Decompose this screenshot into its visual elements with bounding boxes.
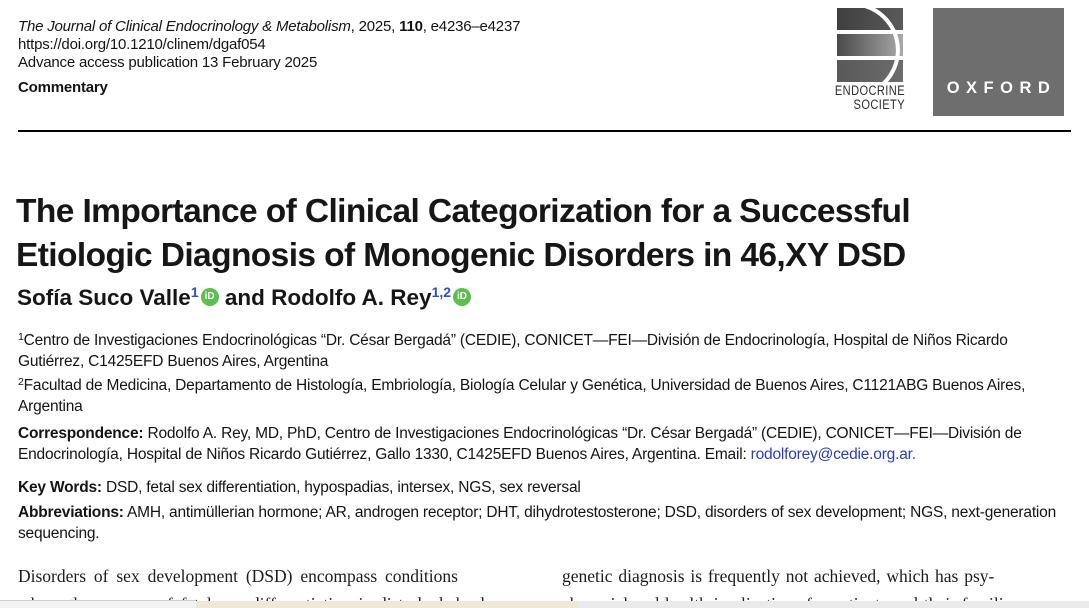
affiliation-2-marker: 2: [18, 376, 24, 388]
citation-meta-pre: , 2025,: [350, 18, 400, 35]
author-name-2: Rodolfo A. Rey: [271, 285, 432, 310]
bottom-strip-left: [0, 600, 196, 608]
journal-name: The Journal of Clinical Endocrinology & Metabolism: [18, 18, 351, 35]
endocrine-society-logo: [812, 8, 905, 111]
endocrine-society-wordmark: [829, 84, 905, 111]
article-title: [16, 190, 1076, 278]
abbreviations-text: AMH, antimüllerian hormone; AR, androgen receptor; DHT, dihydrotestosterone; DSD, disorders of sex development; NGS, next-generation sequencing.: [18, 504, 1057, 542]
author-2-affiliation-sup: 1,2: [431, 284, 452, 300]
author-name-1: Sofía Suco Valle: [17, 285, 191, 310]
affiliations-block: [18, 327, 1072, 417]
doi-link[interactable]: https://doi.org/10.1210/clinem/dgaf054: [18, 36, 266, 53]
keywords-label: Key Words:: [18, 479, 102, 496]
advance-access-line: Advance access publication 13 February 2025: [18, 54, 318, 71]
correspondence-email-link[interactable]: rodolforey@cedie.org.ar.: [750, 446, 916, 463]
oxford-wordmark: OXFORD: [946, 78, 1057, 97]
affiliation-1-text: Centro de Investigaciones Endocrinológicas “Dr. César Bergadá” (CEDIE), CONICET—FEI—División de Endocrinología, Hospital de Niños Ricardo Gutiérrez, C1425EFD Buenos Aires, Argentina: [18, 332, 1008, 370]
volume-number: 110: [399, 18, 423, 35]
orcid-icon[interactable]: iD: [201, 288, 219, 306]
article-title-line1: The Importance of Clinical Categorization for a Successful: [16, 193, 911, 230]
page-range: , e4236–e4237: [422, 18, 521, 35]
body-left-line1: Disorders of sex development (DSD) encompass conditions: [18, 566, 458, 586]
abbreviations-block: [18, 502, 1072, 544]
article-title-line2: Etiologic Diagnosis of Monogenic Disorders in 46,XY DSD: [16, 237, 906, 274]
header-citation-block: [18, 18, 808, 97]
author-byline: [17, 284, 1072, 311]
keywords-text: DSD, fetal sex differentiation, hypospadias, intersex, NGS, sex reversal: [101, 479, 581, 496]
affiliation-2-text: Facultad de Medicina, Departamento de Histología, Embriología, Biología Celular y Genética, Universidad de Buenos Aires, C1121ABG Buenos Aires, Argentina: [18, 377, 1026, 415]
orcid-icon[interactable]: iD: [453, 288, 471, 306]
abbreviations-label: Abbreviations:: [18, 504, 124, 521]
article-type-label: Commentary: [18, 79, 108, 96]
bottom-strip-center: [196, 601, 578, 608]
correspondence-label: Correspondence:: [18, 425, 144, 442]
endocrine-word: ENDOCRINE: [834, 83, 905, 98]
journal-citation-line: [18, 18, 808, 36]
keywords-block: [18, 477, 1072, 498]
society-word: SOCIETY: [853, 96, 905, 112]
body-right-line1: genetic diagnosis is frequently not achieved, which has psy-: [562, 566, 995, 586]
correspondence-block: [18, 423, 1072, 465]
header-divider-rule: [18, 130, 1071, 132]
oxford-university-press-logo: [933, 8, 1064, 116]
author-1-affiliation-sup: 1: [190, 284, 199, 300]
affiliation-1-marker: 1: [18, 331, 24, 343]
endocrine-society-logo-icon: [837, 8, 903, 82]
correspondence-text: Rodolfo A. Rey, MD, PhD, Centro de Investigaciones Endocrinológicas “Dr. César Bergadá” (CEDIE), CONICET—FEI—División de Endocrinología, Hospital de Niños Ricardo Gutiérrez, Gallo 1330, C1425EFD Buenos Aires, Argentina. Email:: [18, 425, 1022, 463]
affiliation-2: [18, 372, 1072, 417]
bottom-strip-right: [578, 601, 1089, 608]
author-separator: and: [218, 285, 272, 310]
affiliation-1: [18, 327, 1072, 372]
